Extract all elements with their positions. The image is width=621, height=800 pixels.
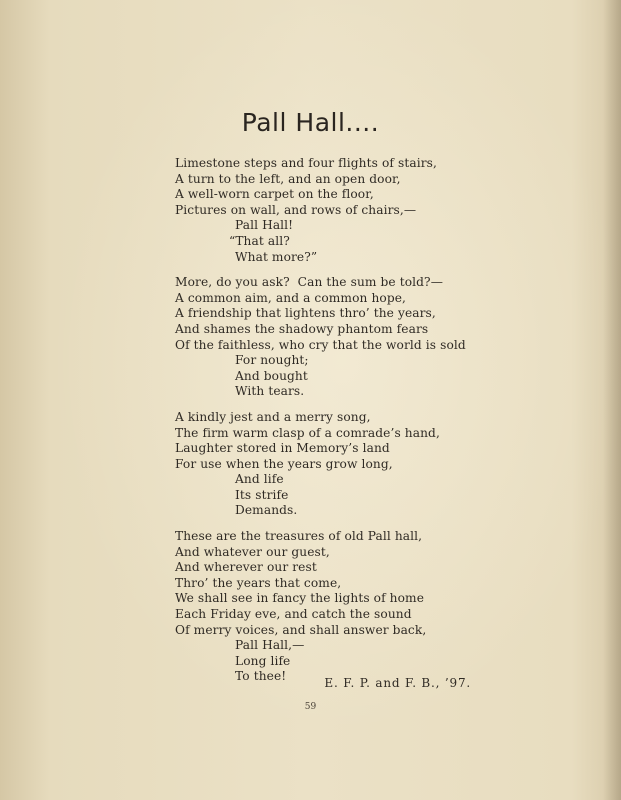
stanza-1 bbox=[175, 156, 466, 265]
poem-line: A common aim, and a common hope, bbox=[175, 290, 407, 305]
poem-line: Its strife bbox=[235, 487, 289, 502]
poem-line: A turn to the left, and an open door, bbox=[175, 171, 401, 186]
poem-line: Pall Hall! bbox=[235, 218, 294, 233]
page-number: 59 bbox=[304, 702, 317, 712]
poem-line: Pall Hall,— bbox=[235, 638, 305, 653]
stanza-4 bbox=[175, 529, 466, 685]
poem-line: Laughter stored in Memory’s land bbox=[175, 441, 390, 456]
poem-line: And whatever our guest, bbox=[175, 544, 330, 559]
poem-line: We shall see in fancy the lights of home bbox=[175, 591, 425, 606]
poem-line: And bought bbox=[235, 368, 308, 383]
poem-line: A friendship that lightens thro’ the years, bbox=[175, 306, 436, 321]
poem-line: More, do you ask? Can the sum be told?— bbox=[175, 275, 443, 290]
poem-line: Thro’ the years that come, bbox=[175, 575, 342, 590]
poem-line: These are the treasures of old Pall hall, bbox=[175, 529, 423, 544]
poem-line: Demands. bbox=[235, 503, 298, 518]
poem-line: Of merry voices, and shall answer back, bbox=[175, 622, 427, 637]
poem-line: What more?” bbox=[235, 249, 318, 264]
poem-line: Of the faithless, who cry that the world is sold bbox=[175, 337, 466, 352]
poem-line: Long life bbox=[235, 653, 291, 668]
poem-line: And shames the shadowy phantom fears bbox=[175, 321, 429, 336]
poem-line: Limestone steps and four flights of stairs, bbox=[175, 156, 437, 170]
poem-body bbox=[175, 156, 466, 695]
poem-line: The firm warm clasp of a comrade’s hand, bbox=[175, 425, 440, 440]
poem-line: And life bbox=[235, 472, 284, 487]
poem-attribution: E. F. P. and F. B., ’97. bbox=[324, 676, 471, 690]
poem-line: For nought; bbox=[235, 353, 309, 368]
poem-line: Pictures on wall, and rows of chairs,— bbox=[175, 202, 417, 217]
poem-line: A well-worn carpet on the floor, bbox=[175, 187, 374, 202]
poem-line: For use when the years grow long, bbox=[175, 456, 393, 471]
poem-line: To thee! bbox=[235, 669, 287, 684]
stanza-3 bbox=[175, 410, 466, 519]
poem-line: And wherever our rest bbox=[175, 560, 317, 575]
poem-line: With tears. bbox=[235, 384, 305, 399]
stanza-2 bbox=[175, 275, 466, 400]
poem-line: “That all? bbox=[229, 233, 290, 248]
poem-title: Pall Hall.... bbox=[241, 108, 380, 137]
poem-line: Each Friday eve, and catch the sound bbox=[175, 607, 412, 622]
poem-line: A kindly jest and a merry song, bbox=[175, 409, 371, 424]
